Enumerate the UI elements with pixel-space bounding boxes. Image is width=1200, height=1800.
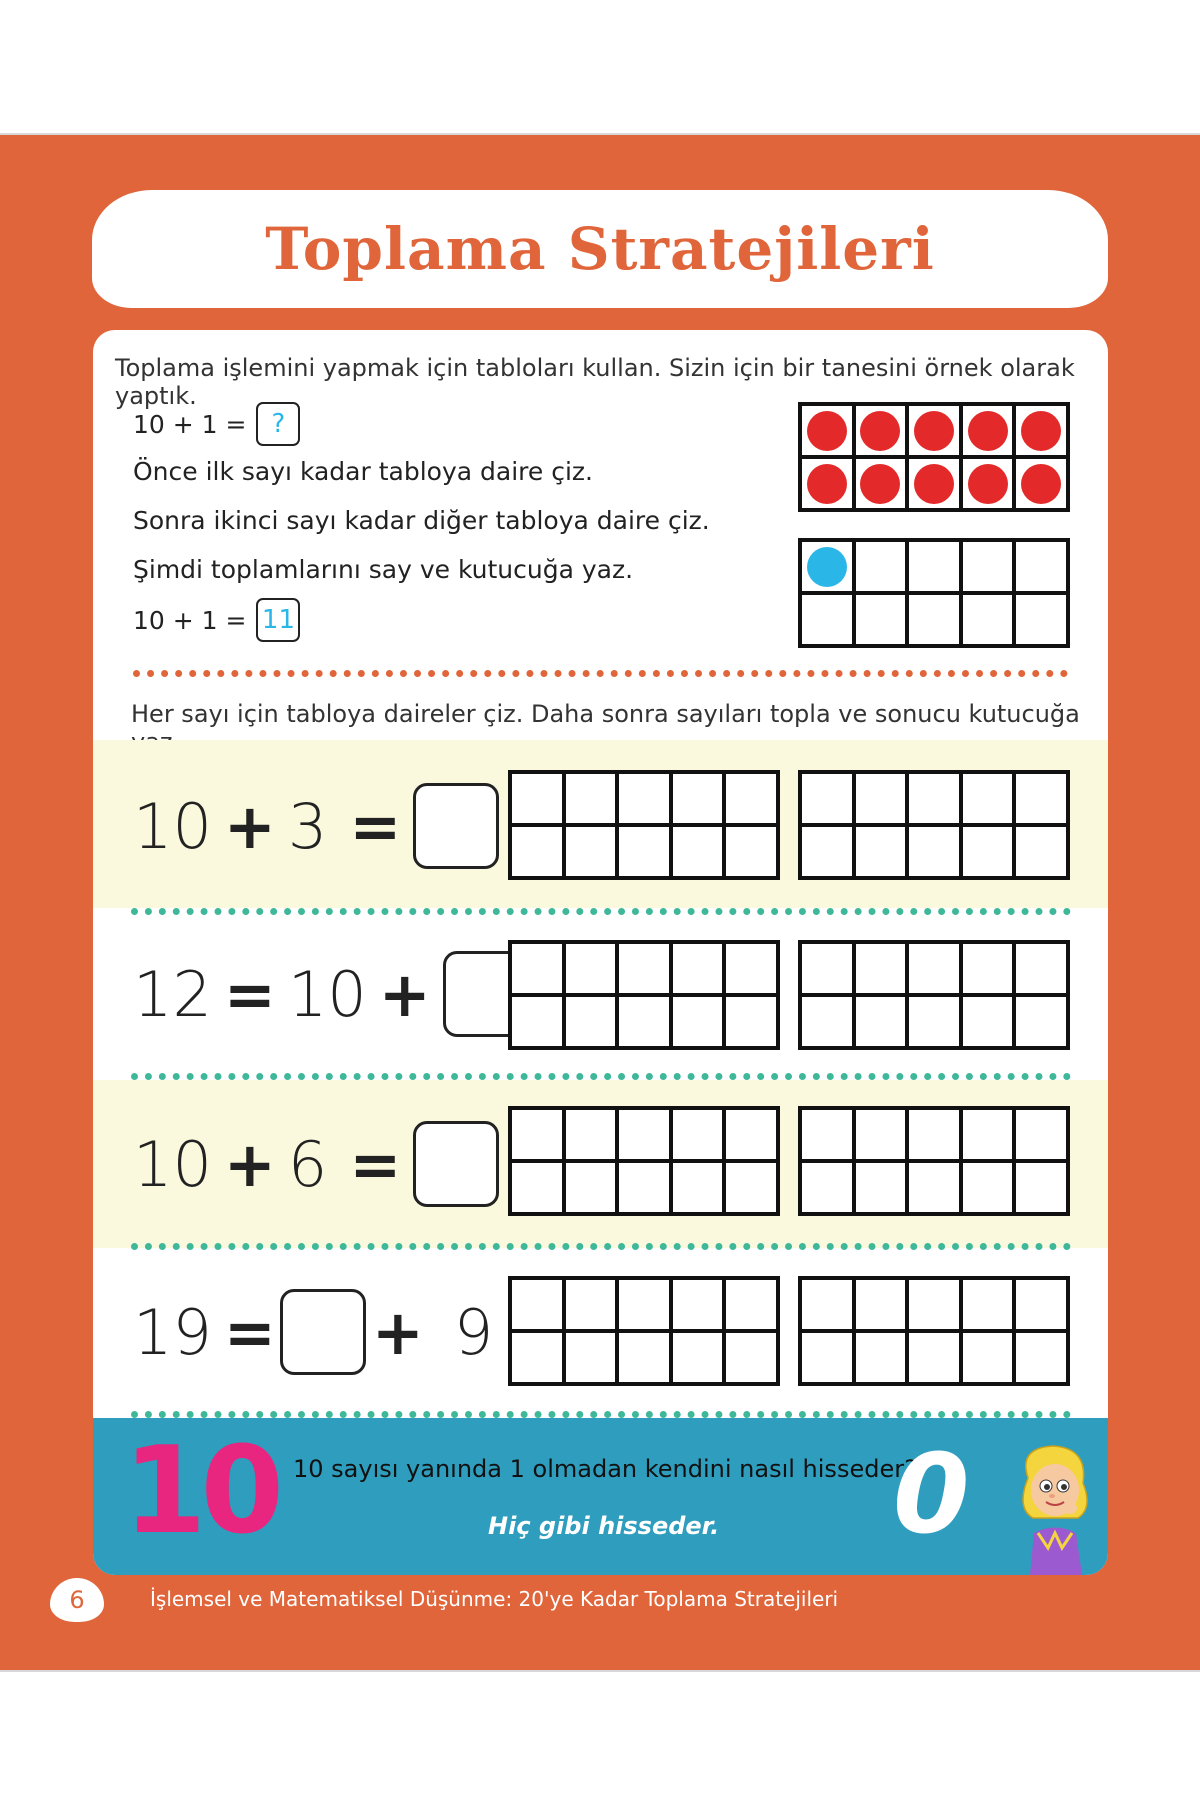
ten-frame-cell[interactable] — [800, 995, 854, 1048]
exercise-1-equation — [133, 776, 499, 876]
ten-frame-cell[interactable] — [617, 1108, 671, 1161]
ten-frame-cell[interactable] — [510, 995, 564, 1048]
ten-frame-cell[interactable] — [800, 825, 854, 878]
plus-sign: + — [223, 789, 276, 863]
ten-frame-cell[interactable] — [671, 1108, 725, 1161]
red-counter-dot — [1021, 464, 1061, 504]
exercise-instruction: Her sayı için tabloya daireler çiz. Daha sonra sayıları topla ve sonucu kutucuğa — [131, 700, 1080, 728]
ten-frame-cell[interactable] — [854, 995, 908, 1048]
exercise-3-second-number: 6 — [287, 1127, 328, 1201]
ten-frame-cell[interactable] — [617, 1161, 671, 1214]
red-counter-dot — [1021, 411, 1061, 451]
ten-frame-cell — [1014, 540, 1068, 593]
ten-frame-cell[interactable] — [671, 1278, 725, 1331]
ten-frame-cell — [1014, 404, 1068, 457]
green-dotted-divider — [131, 908, 1071, 915]
exercise-2-equation — [133, 944, 529, 1044]
question-box: ? — [256, 402, 300, 446]
ten-frame-cell[interactable] — [617, 1331, 671, 1384]
ten-frame-cell[interactable] — [724, 1331, 778, 1384]
ten-frame-cell — [907, 593, 961, 646]
title-banner — [92, 190, 1108, 308]
exercise-2-ten-frame-1[interactable] — [508, 940, 780, 1050]
example-ten-frame-2 — [798, 538, 1070, 648]
plus-sign: + — [378, 957, 431, 1031]
ten-frame-cell — [907, 457, 961, 510]
exercise-4-ten-frame-2[interactable] — [798, 1276, 1070, 1386]
ten-frame-cell[interactable] — [510, 825, 564, 878]
ten-frame-cell[interactable] — [907, 825, 961, 878]
ten-frame-cell[interactable] — [800, 942, 854, 995]
red-counter-dot — [914, 411, 954, 451]
ten-frame-cell[interactable] — [510, 772, 564, 825]
ten-frame-cell[interactable] — [671, 825, 725, 878]
ten-frame-cell[interactable] — [671, 772, 725, 825]
ten-frame-cell[interactable] — [724, 825, 778, 878]
ten-frame-cell[interactable] — [510, 1161, 564, 1214]
ten-frame-cell — [854, 593, 908, 646]
example-step-3: Şimdi toplamlarını say ve kutucuğa yaz. — [133, 555, 634, 584]
ten-frame-cell[interactable] — [961, 1161, 1015, 1214]
ten-frame-cell[interactable] — [1014, 995, 1068, 1048]
example-equation-end: 10 + 1 = — [133, 605, 247, 635]
ten-frame-cell[interactable] — [961, 1278, 1015, 1331]
exercise-4-first-number: 19 — [133, 1295, 212, 1369]
ten-frame-cell[interactable] — [724, 772, 778, 825]
example-equation-answer — [133, 598, 300, 642]
girl-character-illustration — [1008, 1438, 1098, 1575]
ten-frame-cell — [800, 540, 854, 593]
ten-frame-cell[interactable] — [564, 1161, 618, 1214]
exercise-3-ten-frame-2[interactable] — [798, 1106, 1070, 1216]
exercise-1-ten-frame-1[interactable] — [508, 770, 780, 880]
example-equation-question — [133, 402, 300, 446]
ten-frame-cell[interactable] — [617, 825, 671, 878]
ten-frame-cell[interactable] — [510, 1278, 564, 1331]
ten-frame-cell[interactable] — [671, 1161, 725, 1214]
riddle-big-zero: 0 — [893, 1430, 970, 1558]
ten-frame-cell[interactable] — [961, 825, 1015, 878]
blue-counter-dot — [807, 547, 847, 587]
ten-frame-cell — [961, 404, 1015, 457]
ten-frame-cell[interactable] — [671, 995, 725, 1048]
ten-frame-cell[interactable] — [1014, 772, 1068, 825]
ten-frame-cell[interactable] — [564, 1278, 618, 1331]
ten-frame-cell — [1014, 457, 1068, 510]
ten-frame-cell — [1014, 593, 1068, 646]
exercise-4-answer-box[interactable] — [280, 1289, 366, 1375]
ten-frame-cell[interactable] — [854, 825, 908, 878]
ten-frame-cell[interactable] — [510, 1331, 564, 1384]
red-counter-dot — [914, 464, 954, 504]
ten-frame-cell[interactable] — [671, 1331, 725, 1384]
example-step-1: Önce ilk sayı kadar tabloya daire çiz. — [133, 457, 593, 486]
ten-frame-cell[interactable] — [961, 942, 1015, 995]
plus-sign: + — [223, 1127, 276, 1201]
ten-frame-cell[interactable] — [961, 1108, 1015, 1161]
ten-frame-cell — [854, 404, 908, 457]
ten-frame-cell — [800, 593, 854, 646]
ten-frame-cell[interactable] — [564, 825, 618, 878]
ten-frame-cell[interactable] — [564, 772, 618, 825]
ten-frame-cell[interactable] — [1014, 825, 1068, 878]
ten-frame-cell[interactable] — [510, 942, 564, 995]
exercise-1-answer-box[interactable] — [413, 783, 499, 869]
ten-frame-cell[interactable] — [1014, 1278, 1068, 1331]
red-counter-dot — [968, 411, 1008, 451]
ten-frame-cell[interactable] — [617, 772, 671, 825]
plus-sign: + — [371, 1295, 424, 1369]
exercise-4-second-number: 9 — [453, 1295, 494, 1369]
ten-frame-cell[interactable] — [961, 772, 1015, 825]
ten-frame-cell — [961, 457, 1015, 510]
equals-sign: = — [349, 789, 402, 863]
equals-sign: = — [349, 1127, 402, 1201]
riddle-big-ten: 10 — [123, 1422, 278, 1561]
ten-frame-cell[interactable] — [907, 942, 961, 995]
exercise-2-ten-frame-2[interactable] — [798, 940, 1070, 1050]
ten-frame-cell — [800, 404, 854, 457]
equals-sign: = — [223, 1295, 276, 1369]
exercise-3-answer-box[interactable] — [413, 1121, 499, 1207]
ten-frame-cell[interactable] — [671, 942, 725, 995]
exercise-1-second-number: 3 — [287, 789, 328, 863]
ten-frame-cell[interactable] — [907, 772, 961, 825]
ten-frame-cell[interactable] — [800, 1108, 854, 1161]
ten-frame-cell[interactable] — [800, 1278, 854, 1331]
exercise-3-ten-frame-1[interactable] — [508, 1106, 780, 1216]
exercise-4-equation — [133, 1282, 493, 1382]
ten-frame-cell[interactable] — [724, 942, 778, 995]
exercise-3-equation — [133, 1114, 499, 1214]
ten-frame-cell[interactable] — [800, 1331, 854, 1384]
red-counter-dot — [968, 464, 1008, 504]
worksheet-content — [93, 330, 1108, 1575]
red-counter-dot — [807, 464, 847, 504]
green-dotted-divider — [131, 1411, 1071, 1418]
ten-frame-cell[interactable] — [800, 772, 854, 825]
example-step-2: Sonra ikinci sayı kadar diğer tabloya daire çiz. — [133, 506, 710, 535]
ten-frame-cell — [800, 457, 854, 510]
ten-frame-cell[interactable] — [564, 1331, 618, 1384]
ten-frame-cell[interactable] — [854, 1108, 908, 1161]
ten-frame-cell[interactable] — [907, 1108, 961, 1161]
footer-text: İşlemsel ve Matematiksel Düşünme: 20'ye Kadar Toplama Stratejileri — [150, 1587, 839, 1611]
ten-frame-cell[interactable] — [1014, 1331, 1068, 1384]
exercise-4-ten-frame-1[interactable] — [508, 1276, 780, 1386]
ten-frame-cell[interactable] — [854, 772, 908, 825]
ten-frame-cell[interactable] — [617, 1278, 671, 1331]
ten-frame-cell[interactable] — [564, 942, 618, 995]
ten-frame-cell[interactable] — [564, 1108, 618, 1161]
ten-frame-cell[interactable] — [724, 995, 778, 1048]
ten-frame-cell[interactable] — [907, 1278, 961, 1331]
ten-frame-cell[interactable] — [724, 1161, 778, 1214]
ten-frame-cell — [961, 593, 1015, 646]
ten-frame-cell[interactable] — [907, 995, 961, 1048]
ten-frame-cell[interactable] — [961, 1331, 1015, 1384]
ten-frame-cell[interactable] — [854, 1161, 908, 1214]
answer-box-filled: 11 — [256, 598, 300, 642]
example-equation-start: 10 + 1 = — [133, 409, 247, 439]
ten-frame-cell[interactable] — [854, 1331, 908, 1384]
example-instruction: Toplama işlemini yapmak için tabloları kullan. Sizin için bir tanesini örnek olarak yaptık. — [115, 354, 1075, 410]
red-counter-dot — [860, 464, 900, 504]
ten-frame-cell — [854, 540, 908, 593]
red-counter-dot — [807, 411, 847, 451]
exercise-2-second-number: 10 — [287, 957, 367, 1031]
ten-frame-cell[interactable] — [854, 1278, 908, 1331]
ten-frame-cell[interactable] — [1014, 1161, 1068, 1214]
ten-frame-cell[interactable] — [1014, 942, 1068, 995]
ten-frame-cell — [961, 540, 1015, 593]
ten-frame-cell[interactable] — [907, 1331, 961, 1384]
ten-frame-cell[interactable] — [854, 942, 908, 995]
exercise-1-first-number: 10 — [133, 789, 212, 863]
equals-sign: = — [223, 957, 276, 1031]
ten-frame-cell[interactable] — [617, 995, 671, 1048]
page-number-badge: 6 — [50, 1578, 104, 1622]
ten-frame-cell[interactable] — [1014, 1108, 1068, 1161]
exercise-2-first-number: 12 — [133, 957, 212, 1031]
ten-frame-cell — [907, 540, 961, 593]
example-ten-frame-1 — [798, 402, 1070, 512]
orange-dotted-divider — [133, 670, 1068, 677]
green-dotted-divider — [131, 1073, 1071, 1080]
red-counter-dot — [860, 411, 900, 451]
page-title: Toplama Stratejileri — [265, 215, 935, 283]
riddle-answer: Hiç gibi hisseder. — [488, 1512, 720, 1540]
green-dotted-divider — [131, 1243, 1071, 1250]
ten-frame-cell[interactable] — [961, 995, 1015, 1048]
ten-frame-cell[interactable] — [800, 1161, 854, 1214]
exercise-3-first-number: 10 — [133, 1127, 212, 1201]
ten-frame-cell — [907, 404, 961, 457]
ten-frame-cell[interactable] — [564, 995, 618, 1048]
exercise-1-ten-frame-2[interactable] — [798, 770, 1070, 880]
riddle-question: 10 sayısı yanında 1 olmadan kendini nasıl hisseder? — [293, 1455, 917, 1483]
ten-frame-cell[interactable] — [617, 942, 671, 995]
ten-frame-cell[interactable] — [510, 1108, 564, 1161]
ten-frame-cell[interactable] — [724, 1108, 778, 1161]
ten-frame-cell[interactable] — [724, 1278, 778, 1331]
ten-frame-cell — [854, 457, 908, 510]
ten-frame-cell[interactable] — [907, 1161, 961, 1214]
